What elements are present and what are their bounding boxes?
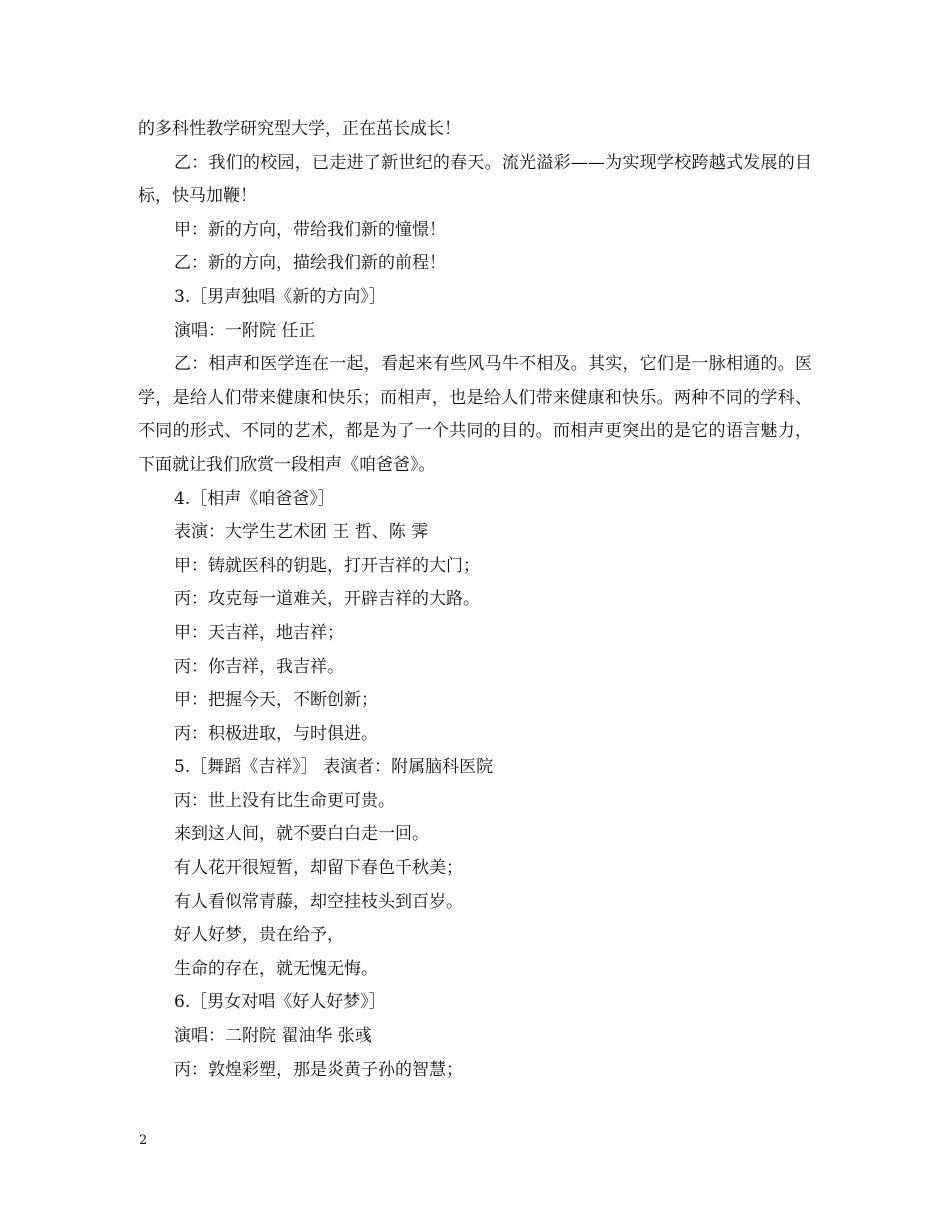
paragraph: 丙：攻克每一道难关，开辟吉祥的大路。	[174, 589, 480, 610]
paragraph: 乙：新的方向，描绘我们新的前程！	[174, 253, 446, 274]
paragraph: 乙：我们的校园，已走进了新世纪的春天。流光溢彩——为实现学校跨越式发展的目标，快马加鞭！	[138, 152, 812, 207]
poem-line: 生命的存在，就无愧无悔。	[174, 958, 378, 979]
paragraph: 丙：敦煌彩塑，那是炎黄子孙的智慧；	[174, 1059, 463, 1080]
paragraph: 丙：你吉祥，我吉祥。	[174, 656, 344, 677]
paragraph: 甲：天吉祥，地吉祥；	[174, 622, 344, 643]
performer-line: 演唱：二附院 翟油华 张彧	[174, 1026, 372, 1047]
paragraph: 的多科性教学研究型大学，正在茁长成长！	[138, 119, 461, 139]
document-body	[138, 113, 812, 1087]
paragraph: 甲：新的方向，带给我们新的憧憬！	[174, 219, 446, 240]
paragraph: 丙：积极进取，与时俱进。	[174, 723, 378, 744]
paragraph: 甲：把握今天，不断创新；	[174, 690, 378, 711]
paragraph: 乙：相声和医学连在一起，看起来有些风马牛不相及。其实，它们是一脉相通的。医学，是给人们带来健康和快乐；而相声，也是给人们带来健康和快乐。两种不同的学科、不同的形式、不同的艺术，都是为了一个共同的目的。而相声更突出的是它的语言魅力，下面就让我们欣赏一段相声《咱爸爸》。	[138, 354, 812, 475]
page-number: 2	[139, 1133, 148, 1148]
program-item-heading: 5.［舞蹈《吉祥》］ 表演者：附属脑科医院	[174, 757, 494, 778]
performer-line: 表演：大学生艺术团 王 哲、陈 霁	[174, 522, 429, 543]
program-item-heading: 4.［相声《咱爸爸》］	[174, 488, 335, 509]
performer-line: 演唱：一附院 任正	[174, 320, 316, 341]
poem-line: 有人花开很短暂，却留下春色千秋美；	[174, 858, 463, 879]
poem-line: 来到这人间，就不要白白走一回。	[174, 824, 429, 845]
program-item-heading: 6.［男女对唱《好人好梦》］	[174, 992, 386, 1013]
poem-line: 有人看似常青藤，却空挂枝头到百岁。	[174, 891, 463, 912]
poem-line: 好人好梦，贵在给予，	[174, 925, 344, 946]
program-item-heading: 3.［男声独唱《新的方向》］	[174, 286, 386, 307]
paragraph: 丙：世上没有比生命更可贵。	[174, 790, 395, 811]
paragraph: 甲：铸就医科的钥匙，打开吉祥的大门；	[174, 555, 480, 576]
